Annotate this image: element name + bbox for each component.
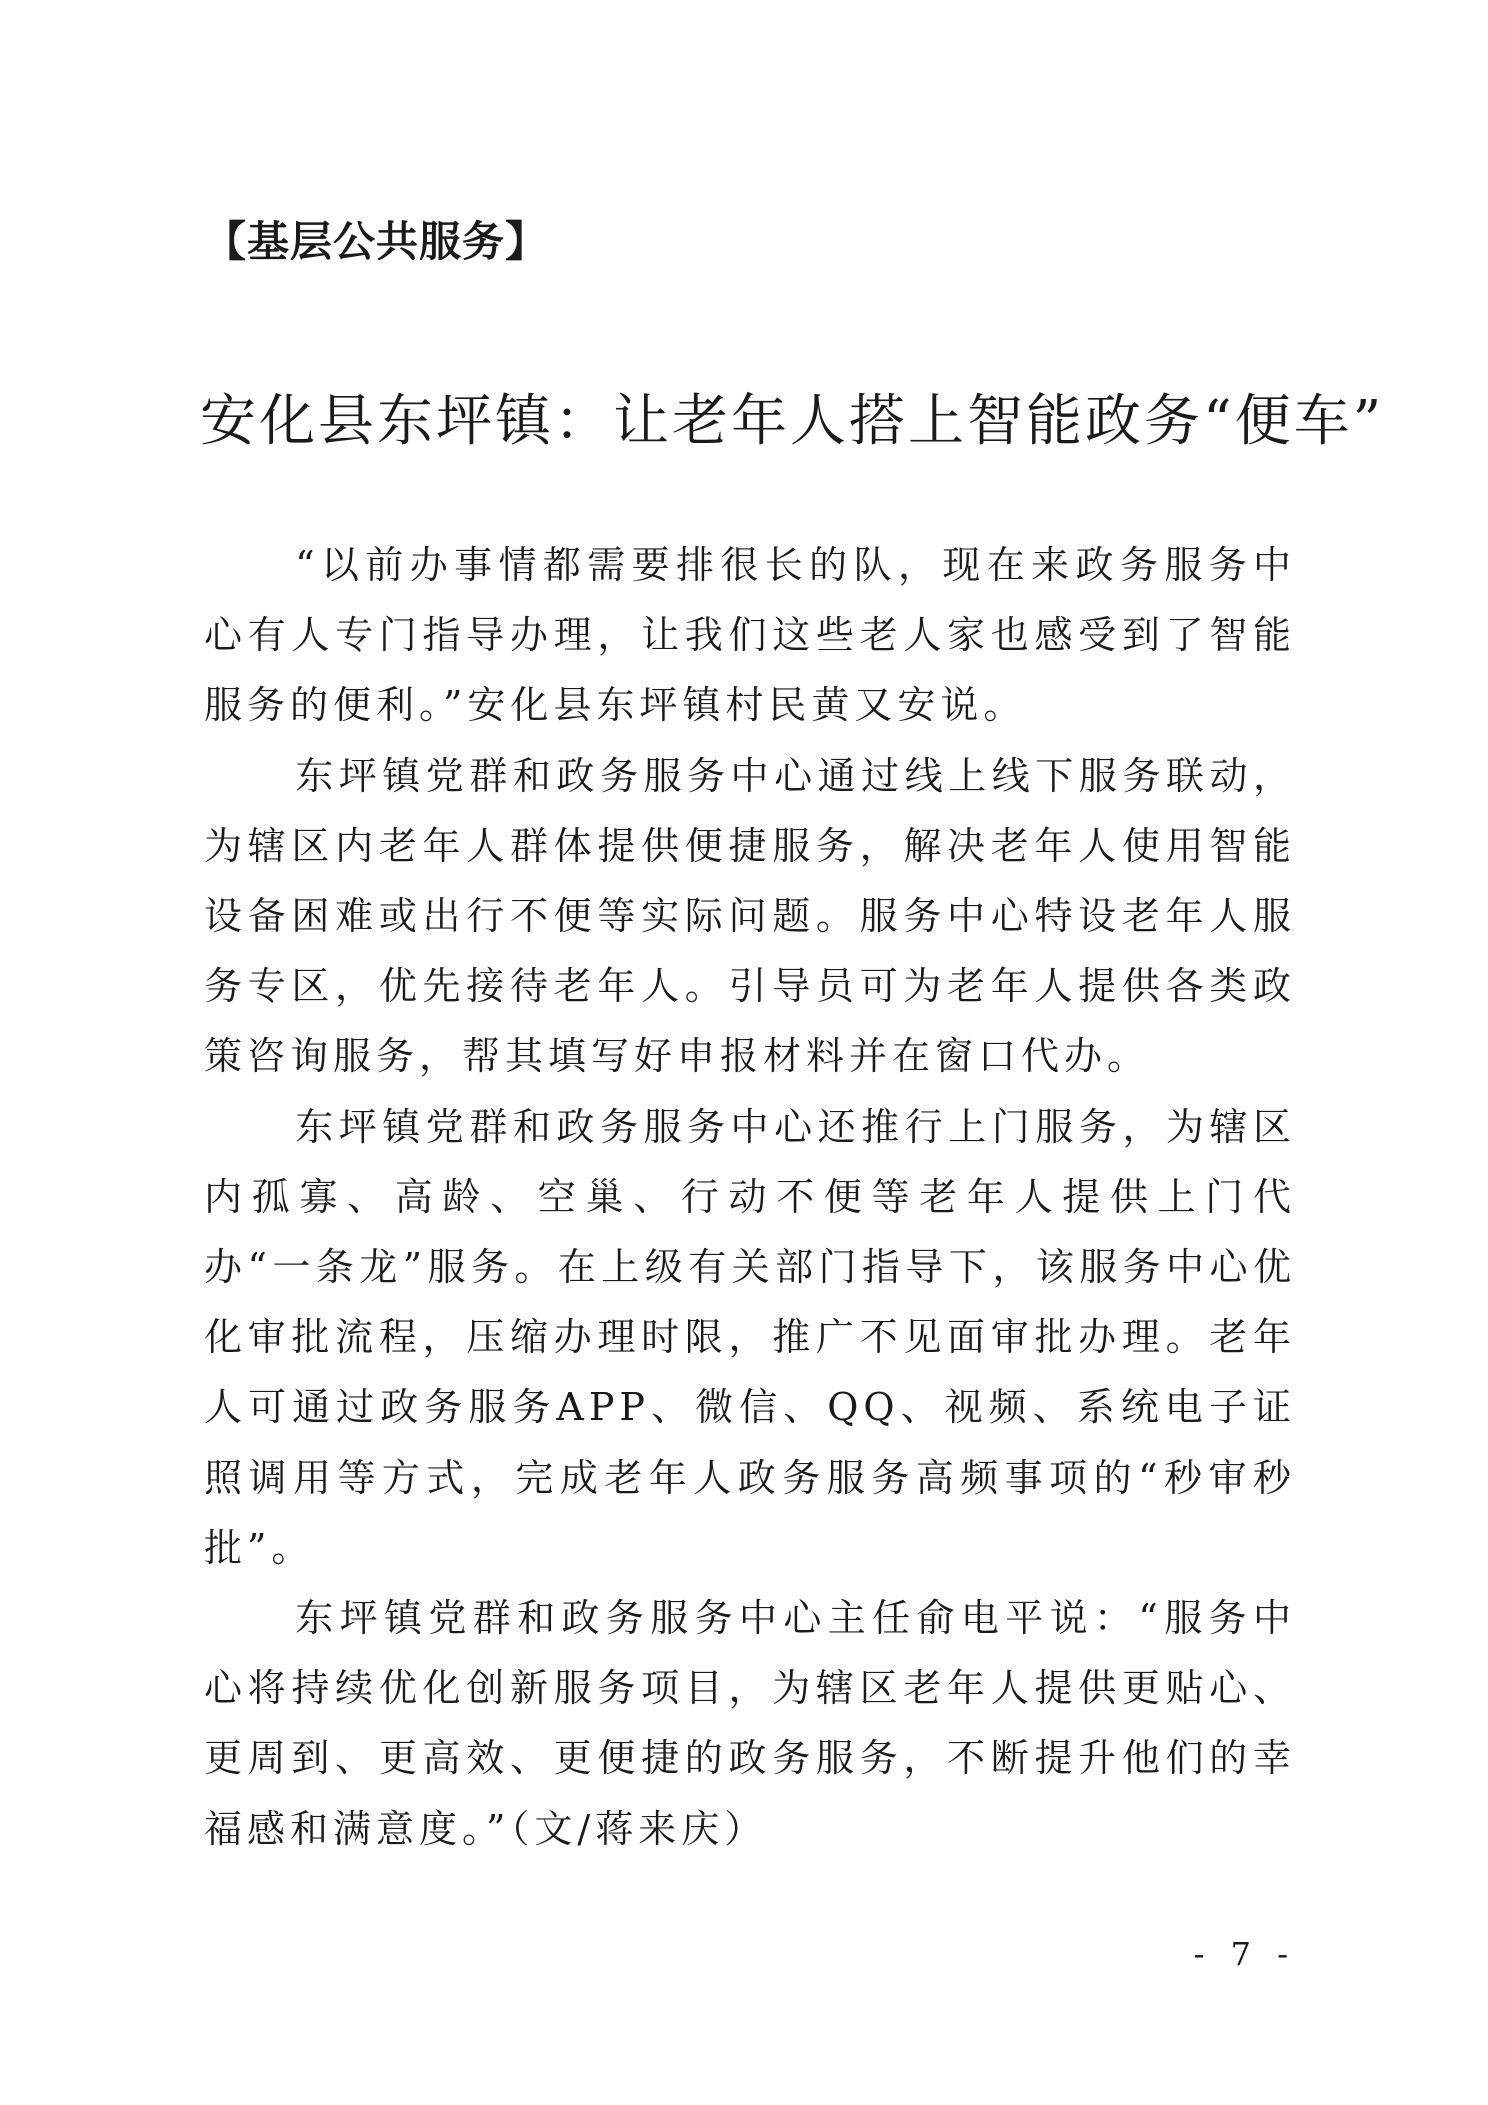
- paragraph-4: 东坪镇党群和政务服务中心主任俞电平说：“服务中心将持续优化创新服务项目，为辖区老年人提供更贴心、更周到、更高效、更便捷的政务服务，不断提升他们的幸福感和满意度。”（文/蒋来庆）: [204, 1596, 1296, 1851]
- paragraph-2: 东坪镇党群和政务服务中心通过线上线下服务联动，为辖区内老年人群体提供便捷服务，解决老年人使用智能设备困难或出行不便等实际问题。服务中心特设老年人服务专区，优先接待老年人。引导员可为老年人提供各类政策咨询服务，帮其填写好申报材料并在窗口代办。: [204, 753, 1296, 1079]
- section-label: 【基层公共服务】: [204, 217, 549, 266]
- article-headline: 安化县东坪镇：让老年人搭上智能政务“便车”: [200, 389, 1385, 454]
- paragraph-3: 东坪镇党群和政务服务中心还推行上门服务，为辖区内孤寡、高龄、空巢、行动不便等老年人提供上门代办“一条龙”服务。在上级有关部门指导下，该服务中心优化审批流程，压缩办理时限，推广不见面审批办理。老年人可通过政务服务APP、微信、QQ、视频、系统电子证照调用等方式，完成老年人政务服务高频事项的“秒审秒批”。: [204, 1104, 1296, 1570]
- paragraph-1: “以前办事情都需要排很长的队，现在来政务服务中心有人专门指导办理，让我们这些老人家也感受到了智能服务的便利。”安化县东坪镇村民黄又安说。: [204, 543, 1296, 728]
- page-number: - 7 -: [1193, 1935, 1296, 1973]
- article-body: [204, 530, 1296, 1864]
